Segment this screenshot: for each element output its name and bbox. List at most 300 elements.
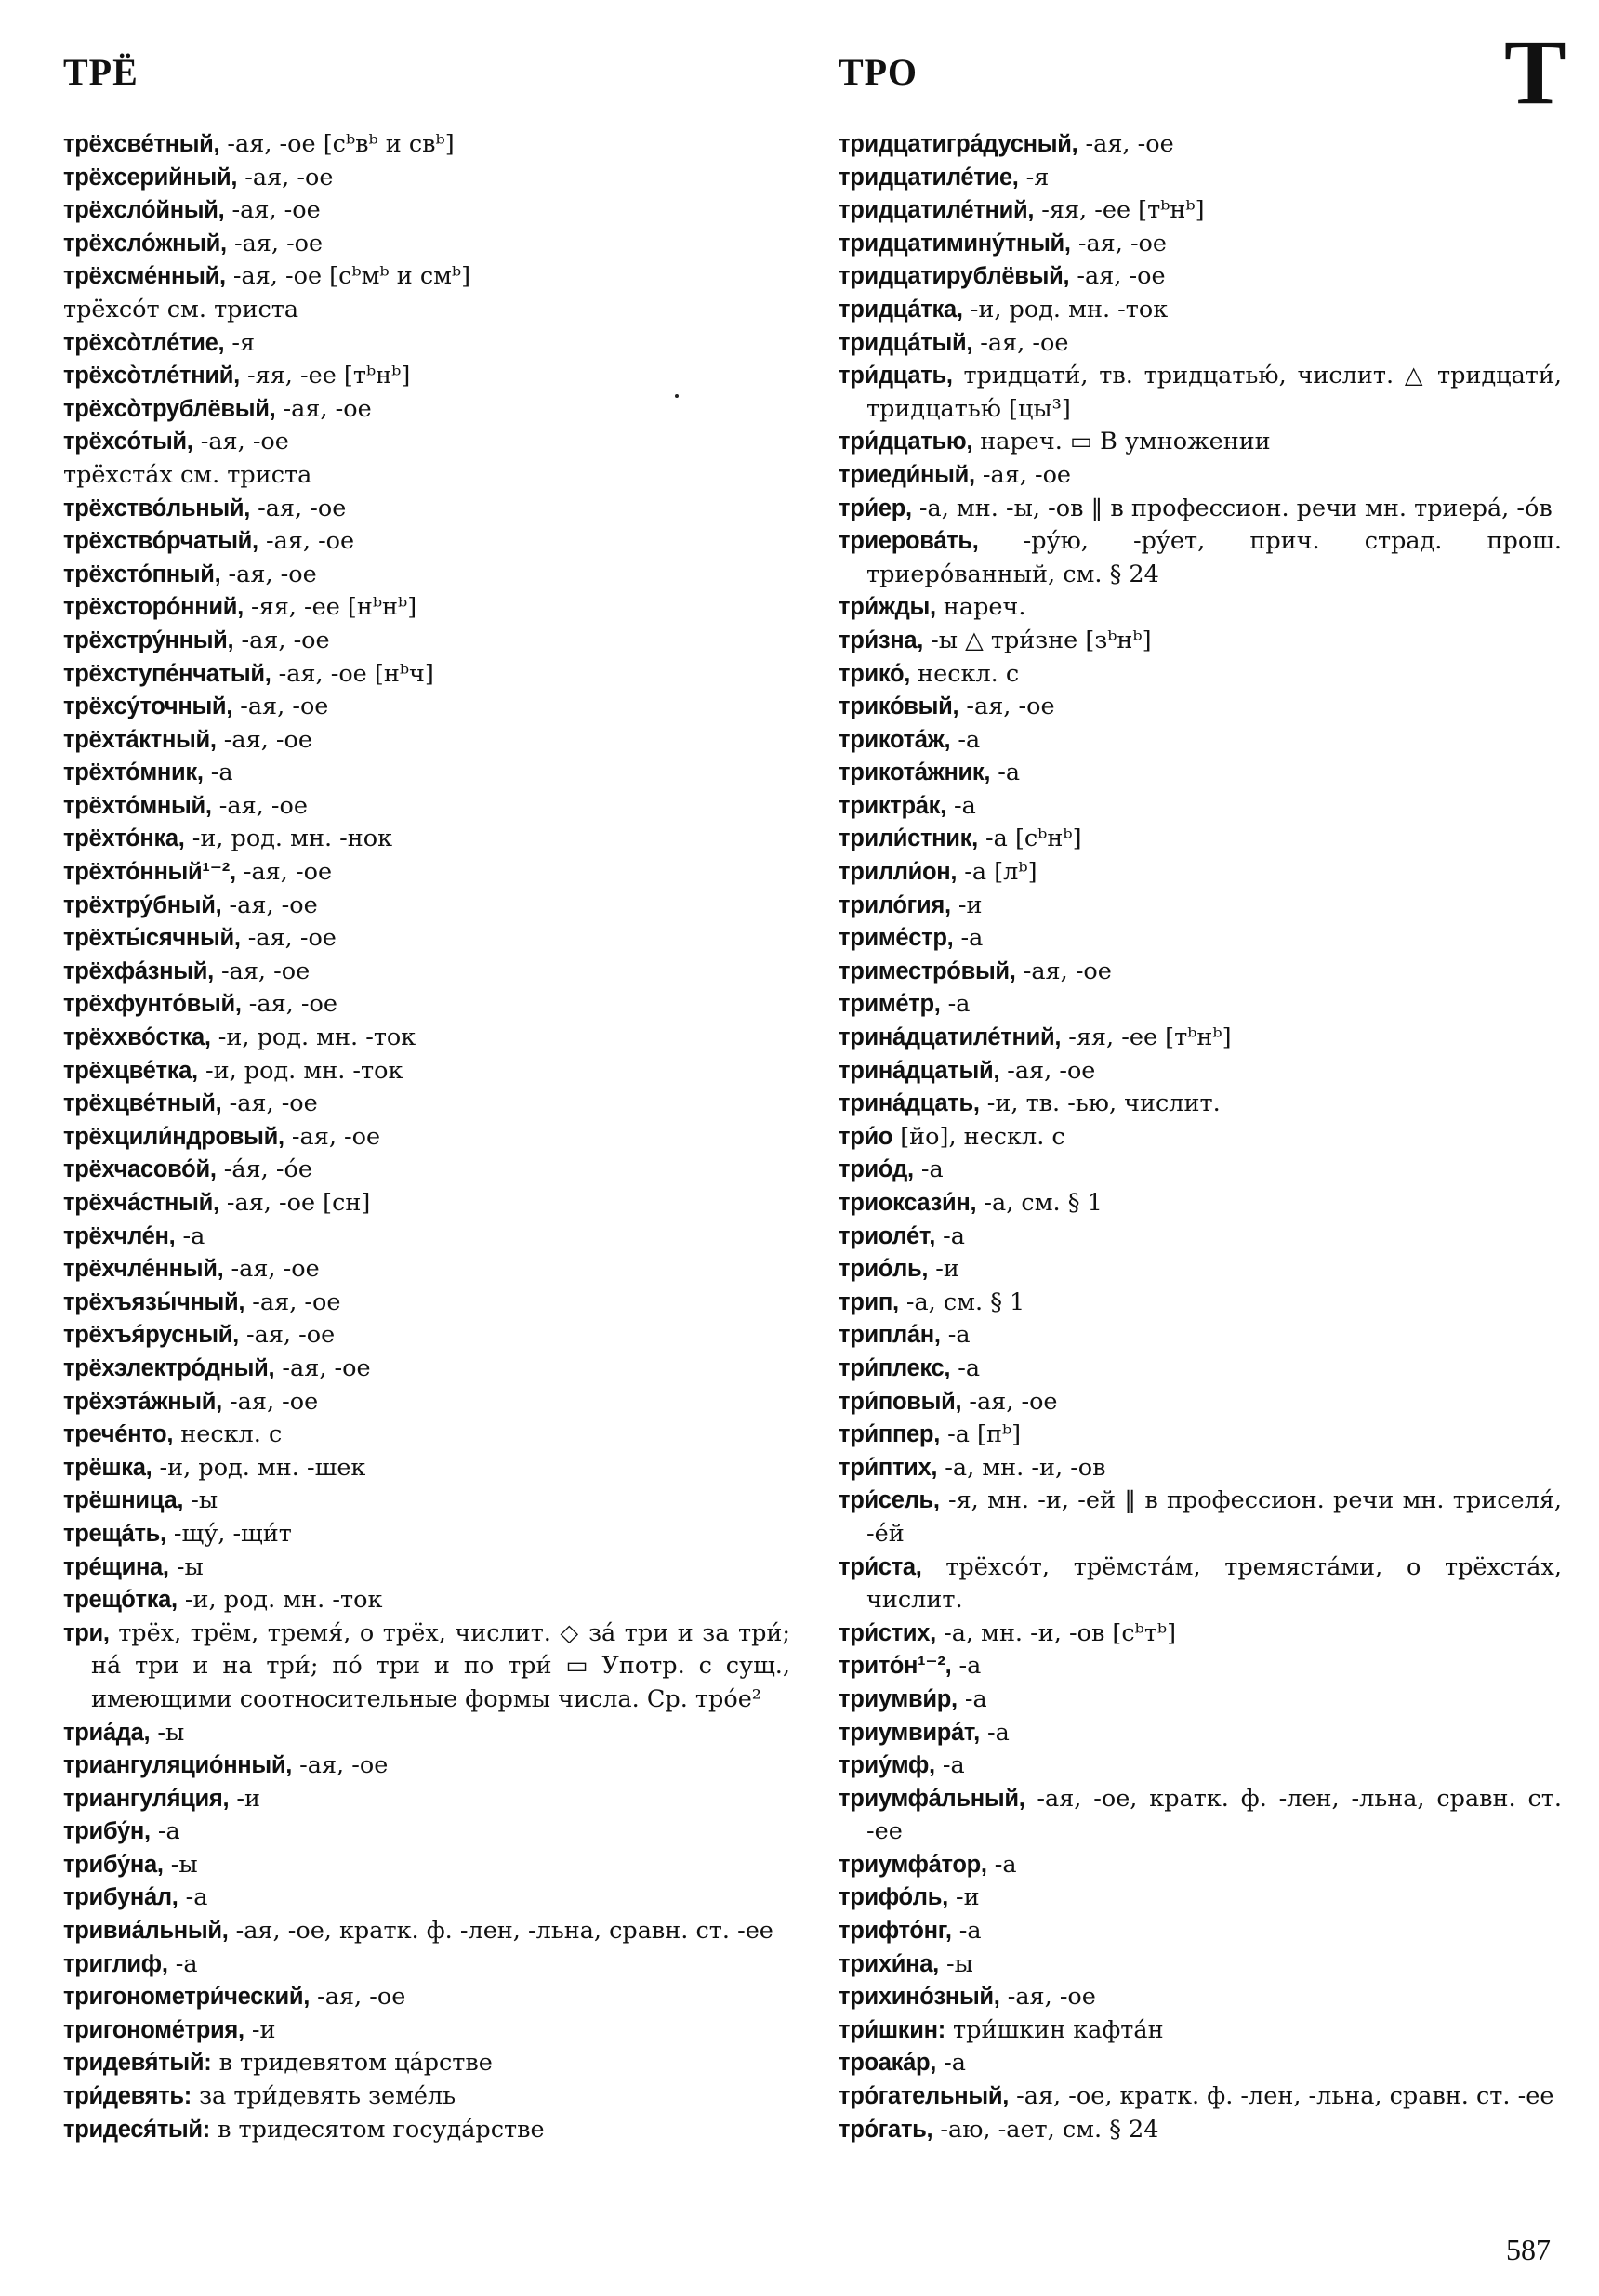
entry-headword: три́девять: (63, 2083, 192, 2110)
entry-headword: триа́да, (63, 1719, 151, 1746)
entry-headword: трёхчле́н, (63, 1222, 176, 1249)
dictionary-entry (63, 1617, 790, 1717)
entry-body: -а (934, 1751, 965, 1780)
entry-body: -ая, -ое (221, 1387, 319, 1416)
entry-body: -а, мн. -и, -ов (937, 1453, 1106, 1482)
entry-body: в тридесятом госуда́рстве (209, 2115, 545, 2144)
entry-body: -а (150, 1817, 180, 1846)
dictionary-entry (839, 1683, 1562, 1717)
dictionary-entry (63, 2047, 790, 2080)
dictionary-entry (63, 327, 790, 361)
entry-headword: трёхсло́йный, (63, 197, 225, 224)
entry-headword: триеди́ный, (839, 461, 975, 488)
entry-headword: три́птих, (839, 1454, 938, 1481)
dictionary-entry (63, 162, 790, 195)
running-head-right: ТРО (839, 51, 918, 93)
dictionary-entry (63, 1187, 790, 1221)
entry-headword: трип, (839, 1288, 899, 1315)
entry-headword: три́ста, (839, 1553, 922, 1580)
dictionary-entry (839, 856, 1562, 890)
entry-headword: трипла́н, (839, 1322, 941, 1349)
entry-headword: трёхфунто́вый, (63, 991, 242, 1018)
dictionary-entry (63, 790, 790, 824)
entry-body: [йо], нескл. с (892, 1122, 1065, 1151)
entry-headword: тригонометри́ческий, (63, 1984, 311, 2011)
dictionary-entry (63, 128, 790, 162)
dictionary-entry (63, 426, 790, 459)
entry-headword: три́дцать, (839, 363, 953, 389)
dictionary-entry (63, 856, 790, 890)
entry-body: -и (928, 1255, 959, 1284)
entry-body: -я, мн. -и, -ей ‖ в профессион. речи мн. триселя́, -е́й (866, 1486, 1562, 1548)
dictionary-entry (839, 1386, 1562, 1419)
entry-headword: три́жды, (839, 594, 936, 621)
dictionary-entry (63, 294, 790, 327)
entry-headword: трёхэта́жный, (63, 1388, 222, 1415)
dictionary-entry (839, 2014, 1562, 2048)
entry-body: -ая, -ое (220, 560, 317, 588)
entry-headword: трёхсто́пный, (63, 561, 221, 587)
entry-headword: триангуля́ция, (63, 1785, 230, 1812)
dictionary-entry (63, 691, 790, 724)
dictionary-entry (839, 1749, 1562, 1783)
dictionary-entry (839, 1717, 1562, 1750)
dictionary-entry (63, 1452, 790, 1485)
entry-body: -ая, -ое (958, 693, 1055, 721)
entry-headword: трёхсо̀тле́тие, (63, 329, 225, 356)
dictionary-entry (63, 493, 790, 526)
dictionary-column-right (839, 128, 1562, 2146)
entry-body: -а (940, 1321, 971, 1350)
entry-headword: трибу́н, (63, 1818, 151, 1845)
entry-body: -ая, -ое (213, 957, 311, 985)
entry-headword: тридевя́тый: (63, 2050, 212, 2077)
dictionary-entry (839, 1484, 1562, 1550)
entry-body: -ая, -ое (292, 1751, 389, 1780)
entry-headword: трещáть, (63, 1520, 166, 1547)
running-head-left: ТРЁ (63, 51, 139, 93)
dictionary-entry (839, 1187, 1562, 1221)
dictionary-entry (63, 2114, 790, 2147)
dictionary-entry (839, 1881, 1562, 1915)
entry-headword: триерова́ть, (839, 528, 979, 555)
entry-body: -ая, -ое (284, 1122, 381, 1151)
entry-headword: трёхта́ктный, (63, 726, 217, 753)
entry-headword: триумфа́тор, (839, 1851, 987, 1878)
dictionary-entry (63, 658, 790, 692)
entry-body: -яя, -ее [нᵇнᵇ] (243, 593, 417, 622)
entry-body: -ая, -ое, кратк. ф. -лен, -льна, сравн. ст. -ее (228, 1917, 773, 1946)
entry-headword: три́о (839, 1123, 893, 1150)
entry-headword: трёхцве́тка, (63, 1057, 198, 1084)
entry-body: -и (947, 1883, 980, 1912)
entry-headword: трёхто́мный, (63, 792, 212, 819)
entry-body: -и, род. мн. -шек (152, 1453, 366, 1482)
entry-headword: трило́гия, (839, 891, 951, 918)
entry-headword: трикота́ж, (839, 726, 951, 753)
entry-headword: тро́гать, (839, 2116, 933, 2143)
dictionary-entry (63, 1881, 790, 1915)
entry-headword: трёхсме́нный, (63, 263, 226, 290)
entry-headword: трито́н¹⁻², (839, 1653, 952, 1680)
entry-headword: тридцатимину́тный, (839, 230, 1071, 257)
dictionary-entry (63, 1584, 790, 1617)
entry-body: -ая, -ое (972, 328, 1069, 357)
entry-body: -и, род. мн. -ток (177, 1586, 383, 1615)
dictionary-entry (839, 1650, 1562, 1683)
entry-body: -ая, -ое (221, 891, 318, 919)
entry-body: -ая, -ое (233, 626, 330, 654)
dictionary-entry (839, 228, 1562, 261)
dictionary-entry (839, 2047, 1562, 2080)
dictionary-entry (63, 890, 790, 923)
entry-headword: трёхсу́точный, (63, 693, 233, 720)
dictionary-entry (63, 724, 790, 758)
entry-body: -а (951, 1917, 982, 1946)
dictionary-entry (63, 194, 790, 228)
entry-headword: три́сель, (839, 1487, 940, 1514)
entry-headword: триумви́р, (839, 1685, 958, 1712)
dictionary-entry (63, 1154, 790, 1187)
entry-body: за три́девять земе́ль (192, 2082, 456, 2111)
section-letter: Т (1504, 20, 1566, 124)
entry-body: -ая, -ое (240, 924, 337, 953)
entry-body: -а [пᵇ] (940, 1420, 1022, 1449)
dictionary-entry (63, 1484, 790, 1518)
entry-body: -аю, -ает, см. § 24 (932, 2115, 1159, 2144)
entry-body: -ая, -ое, кратк. ф. -лен, -льна, сравн. ст. -ее (1009, 2082, 1554, 2111)
entry-headword: тридца́тый, (839, 329, 973, 356)
entry-body: -а, см. § 1 (898, 1287, 1025, 1316)
dictionary-entry (839, 493, 1562, 526)
entry-headword: трико́вый, (839, 693, 959, 720)
dictionary-entry (839, 1551, 1562, 1617)
dictionary-entry (839, 691, 1562, 724)
entry-headword: трио́д, (839, 1156, 914, 1183)
entry-body: -а (950, 1353, 981, 1382)
entry-body: -ы (938, 1949, 973, 1978)
dictionary-entry (839, 1022, 1562, 1055)
entry-body: -ая, -ое (241, 990, 337, 1019)
entry-headword: три́дцатью, (839, 429, 973, 455)
entry-headword: трёхты́сячный, (63, 925, 241, 952)
entry-headword: трёхсло́жный, (63, 230, 227, 257)
entry-headword: трина́дцатый, (839, 1057, 1000, 1084)
entry-headword: трёхъя́русный, (63, 1322, 239, 1349)
dictionary-entry (839, 128, 1562, 162)
entry-body: -а (175, 1221, 205, 1250)
entry-headword: тридцатиле́тие, (839, 164, 1019, 191)
entry-body: -а, см. § 1 (976, 1189, 1103, 1217)
dictionary-entry (839, 658, 1562, 692)
dictionary-entry (63, 1419, 790, 1452)
entry-body: -ая, -ое (274, 1353, 371, 1382)
entry-headword: трёшка, (63, 1454, 152, 1481)
dictionary-entry (63, 360, 790, 393)
entry-headword: три́ппер, (839, 1421, 940, 1448)
entry-body: -и, род. мн. -ток (962, 295, 1169, 323)
entry-headword: трёхто́нный¹⁻², (63, 859, 236, 886)
entry-body: -а [лᵇ] (957, 858, 1037, 887)
entry-body: -ая, -ое (244, 1287, 341, 1316)
entry-headword: триглиф, (63, 1950, 168, 1977)
dictionary-entry (839, 956, 1562, 989)
dictionary-entry (63, 1948, 790, 1982)
entry-headword: трикота́жник, (839, 759, 991, 786)
entry-body: -ая, -ое (1015, 957, 1112, 985)
entry-body: -а (953, 924, 984, 953)
entry-body: -а (913, 1155, 944, 1184)
entry-body: -ая, -ое (999, 1056, 1096, 1085)
entry-body: -я (1018, 163, 1050, 191)
dictionary-entry (63, 1055, 790, 1089)
entry-headword: триумфа́льный, (839, 1785, 1025, 1812)
dictionary-entry (63, 393, 790, 427)
dictionary-entry (839, 294, 1562, 327)
entry-headword: трёхцве́тный, (63, 1090, 222, 1117)
dictionary-entry (63, 1518, 790, 1551)
dictionary-entry (839, 823, 1562, 856)
dictionary-entry (63, 1915, 790, 1948)
entry-body: -ая, -ое (224, 196, 321, 225)
entry-body: -я (224, 328, 256, 357)
entry-headword: трёхсо̀трублёвый, (63, 395, 276, 422)
entry-headword: трёхство́льный, (63, 495, 250, 521)
dictionary-entry (839, 1319, 1562, 1353)
entry-body: -и (950, 891, 983, 919)
entry-body: -яя, -ее [тᵇнᵇ] (1034, 196, 1205, 225)
dictionary-entry (63, 260, 790, 294)
dictionary-entry (839, 525, 1562, 591)
dictionary-entry (839, 260, 1562, 294)
entry-body: -ая, -ое (237, 163, 334, 191)
dictionary-entry (63, 591, 790, 625)
entry-body: нареч. (935, 593, 1026, 622)
dictionary-entry (63, 1353, 790, 1386)
entry-headword: трихи́на, (839, 1950, 939, 1977)
entry-headword: трёхчасово́й, (63, 1156, 217, 1183)
entry-body: -ая, -ое (238, 1321, 336, 1350)
dictionary-entry (839, 1221, 1562, 1254)
dictionary-entry (63, 1287, 790, 1320)
entry-headword: три́стих, (839, 1619, 936, 1646)
dictionary-entry (839, 724, 1562, 758)
dictionary-entry (63, 988, 790, 1022)
entry-body: -ая, -ое, кратк. ф. -лен, -льна, сравн. ст. -ее (866, 1784, 1562, 1846)
entry-body: -ая, -ое [сн] (218, 1189, 371, 1217)
entry-headword: трёхсерийный, (63, 164, 238, 191)
dictionary-entry (839, 1981, 1562, 2014)
dictionary-entry (839, 1287, 1562, 1320)
entry-body: -ая, -ое (226, 229, 324, 257)
entry-body: -а [сᵇнᵇ] (977, 825, 1082, 853)
entry-body: -а (934, 1221, 965, 1250)
dictionary-entry (839, 327, 1562, 361)
entry-headword: триктра́к, (839, 792, 946, 819)
entry-headword: трёхтру́бный, (63, 891, 222, 918)
dictionary-entry (63, 1221, 790, 1254)
entry-body: -ая, -ое [сᵇмᵇ и смᵇ] (225, 262, 471, 291)
dictionary-entry (63, 1717, 790, 1750)
entry-headword: тридеся́тый: (63, 2116, 210, 2143)
dictionary-entry (63, 525, 790, 559)
entry-body: -ая, -ое (999, 1983, 1096, 2012)
dictionary-entry (63, 1088, 790, 1121)
entry-headword: трещо́тка, (63, 1587, 178, 1614)
entry-headword: трёшница, (63, 1487, 184, 1514)
entry-headword: трёхэлектро́дный, (63, 1354, 275, 1381)
entry-body: -а (950, 725, 981, 754)
entry-body: -ы (150, 1718, 185, 1747)
entry-headword: триангуляцио́нный, (63, 1752, 293, 1779)
entry-body: нареч. ▭ В умножении (972, 428, 1271, 456)
entry-body: -яя, -ее [тᵇнᵇ] (239, 362, 411, 390)
entry-body: -щу́, -щи́т (165, 1519, 292, 1548)
entry-body: -а, мн. -и, -ов [сᵇтᵇ] (935, 1618, 1177, 1647)
dictionary-entry (839, 426, 1562, 459)
entry-body: -ая, -ое (216, 725, 312, 754)
entry-body: -а (178, 1883, 208, 1912)
entry-body: -ая, -ое (192, 428, 289, 456)
entry-body: три́шкин кафта́н (945, 2015, 1164, 2044)
dictionary-entry (839, 360, 1562, 426)
entry-body: -ая, -ое (974, 460, 1072, 489)
entry-body: -а, мн. -ы, -ов ‖ в профессион. речи мн. триера́, -о́в (911, 494, 1553, 522)
entry-headword: три́ер, (839, 495, 912, 521)
entry-body: -ая, -ое (250, 494, 347, 522)
entry-body: -ая, -ое (1069, 262, 1166, 291)
entry-headword: трёхсве́тный, (63, 131, 220, 157)
entry-body: -ая, -ое (235, 858, 333, 887)
entry-headword: трибуна́л, (63, 1884, 178, 1911)
dictionary-entry (839, 1452, 1562, 1485)
entry-headword: три́зна, (839, 627, 923, 653)
entry-headword: трёхстру́нный, (63, 627, 234, 653)
dictionary-entry (63, 1253, 790, 1287)
dictionary-entry (839, 1419, 1562, 1452)
entry-body: -ы (183, 1486, 218, 1515)
dictionary-entry (839, 1617, 1562, 1651)
entry-body: -а (203, 759, 233, 787)
entry-body: -и (244, 2015, 276, 2044)
entry-headword: трёхча́стный, (63, 1190, 219, 1216)
entry-headword: трёхступе́нчатый, (63, 660, 271, 687)
entry-body: -ая, -ое (221, 1089, 318, 1118)
dictionary-entry (839, 459, 1562, 493)
entry-body: -а (940, 990, 971, 1019)
entry-headword: три, (63, 1619, 110, 1646)
entry-body: -а (945, 791, 976, 820)
entry-body: -ая, -ое [нᵇч] (271, 659, 434, 688)
entry-headword: трифто́нг, (839, 1918, 952, 1945)
entry-body: -ая, -ое (1077, 130, 1174, 158)
entry-headword: трёхсторо́нний, (63, 594, 244, 621)
entry-headword: трина́дцать, (839, 1090, 980, 1117)
entry-body: -ы △ три́зне [зᵇнᵇ] (923, 626, 1152, 654)
entry-body: трёх, трём, тремя́, о трёх, числит. ◇ за́ три и за три́; на́ три и на три́; по́ три и по три́ ▭ Употр. с сущ., имеющими соотносительные формы числа. Ср. тро́е² (91, 1618, 790, 1713)
entry-body: -а (990, 759, 1021, 787)
dictionary-entry (63, 2014, 790, 2048)
entry-body: -яя, -ее [тᵇнᵇ] (1061, 1023, 1232, 1052)
dictionary-entry (839, 1353, 1562, 1386)
entry-headword: трина́дцатиле́тний, (839, 1024, 1062, 1051)
entry-body: -ая, -ое (232, 693, 329, 721)
entry-headword: триме́тр, (839, 991, 941, 1018)
dictionary-entry (63, 956, 790, 989)
entry-body: -а (167, 1949, 198, 1978)
entry-body: трёхсо́т см. триста (63, 295, 299, 323)
entry-body: -ая, -ое (310, 1983, 406, 2012)
dictionary-entry (839, 1783, 1562, 1849)
dictionary-entry (839, 1849, 1562, 1882)
entry-headword: триоксази́н, (839, 1190, 977, 1216)
entry-body: -а (936, 2049, 966, 2078)
dictionary-entry (839, 2080, 1562, 2114)
entry-body: -ы (163, 1850, 198, 1879)
entry-body: -ая, -ое (258, 527, 355, 556)
dictionary-entry (63, 459, 790, 493)
dictionary-entry (63, 922, 790, 956)
dictionary-entry (839, 922, 1562, 956)
dictionary-entry (839, 2114, 1562, 2147)
dictionary-entry (839, 890, 1562, 923)
entry-headword: тречéнто, (63, 1421, 174, 1448)
entry-body: -ая, -ое (275, 394, 372, 423)
entry-body: трёхста́х см. триста (63, 460, 312, 489)
entry-headword: тривиа́льный, (63, 1918, 229, 1945)
entry-headword: трио́ль, (839, 1256, 929, 1283)
entry-headword: три́шкин: (839, 2016, 945, 2043)
dictionary-entry (839, 1154, 1562, 1187)
dictionary-entry (839, 1121, 1562, 1155)
entry-body: -и, род. мн. -ток (210, 1023, 416, 1052)
entry-headword: триместро́вый, (839, 957, 1016, 984)
entry-body: нескл. с (173, 1420, 283, 1449)
dictionary-entry (839, 988, 1562, 1022)
entry-body: -а (979, 1718, 1010, 1747)
entry-body: -а́я, -о́е (216, 1155, 312, 1184)
dictionary-entry (63, 1551, 790, 1585)
entry-headword: трёхъязы́чный, (63, 1288, 245, 1315)
entry-headword: триумвира́т, (839, 1719, 980, 1746)
entry-headword: тридцатирублёвый, (839, 263, 1070, 290)
entry-body: -а (951, 1652, 982, 1681)
dictionary-entry (63, 625, 790, 658)
dictionary-entry (63, 1981, 790, 2014)
entry-headword: трёхто́нка, (63, 825, 185, 852)
dictionary-entry (839, 1088, 1562, 1121)
entry-headword: триоле́т, (839, 1222, 935, 1249)
entry-body: нескл. с (910, 659, 1020, 688)
dictionary-entry (839, 194, 1562, 228)
dictionary-entry (839, 625, 1562, 658)
dictionary-entry (63, 228, 790, 261)
entry-headword: трёхсо́тый, (63, 429, 193, 455)
entry-headword: трёхсо̀тле́тний, (63, 363, 240, 389)
entry-headword: трико́, (839, 660, 911, 687)
entry-headword: трифо́ль, (839, 1884, 948, 1911)
dictionary-entry (63, 559, 790, 592)
dictionary-entry (839, 162, 1562, 195)
dictionary-column-left (63, 128, 790, 2146)
dictionary-entry (63, 1783, 790, 1816)
entry-headword: трёххво́стка, (63, 1024, 211, 1051)
entry-headword: триме́стр, (839, 925, 954, 952)
dictionary-entry (63, 1319, 790, 1353)
dictionary-entry (63, 1749, 790, 1783)
entry-body: -а (986, 1850, 1017, 1879)
entry-body: -и, тв. -ью, числит. (979, 1089, 1221, 1118)
